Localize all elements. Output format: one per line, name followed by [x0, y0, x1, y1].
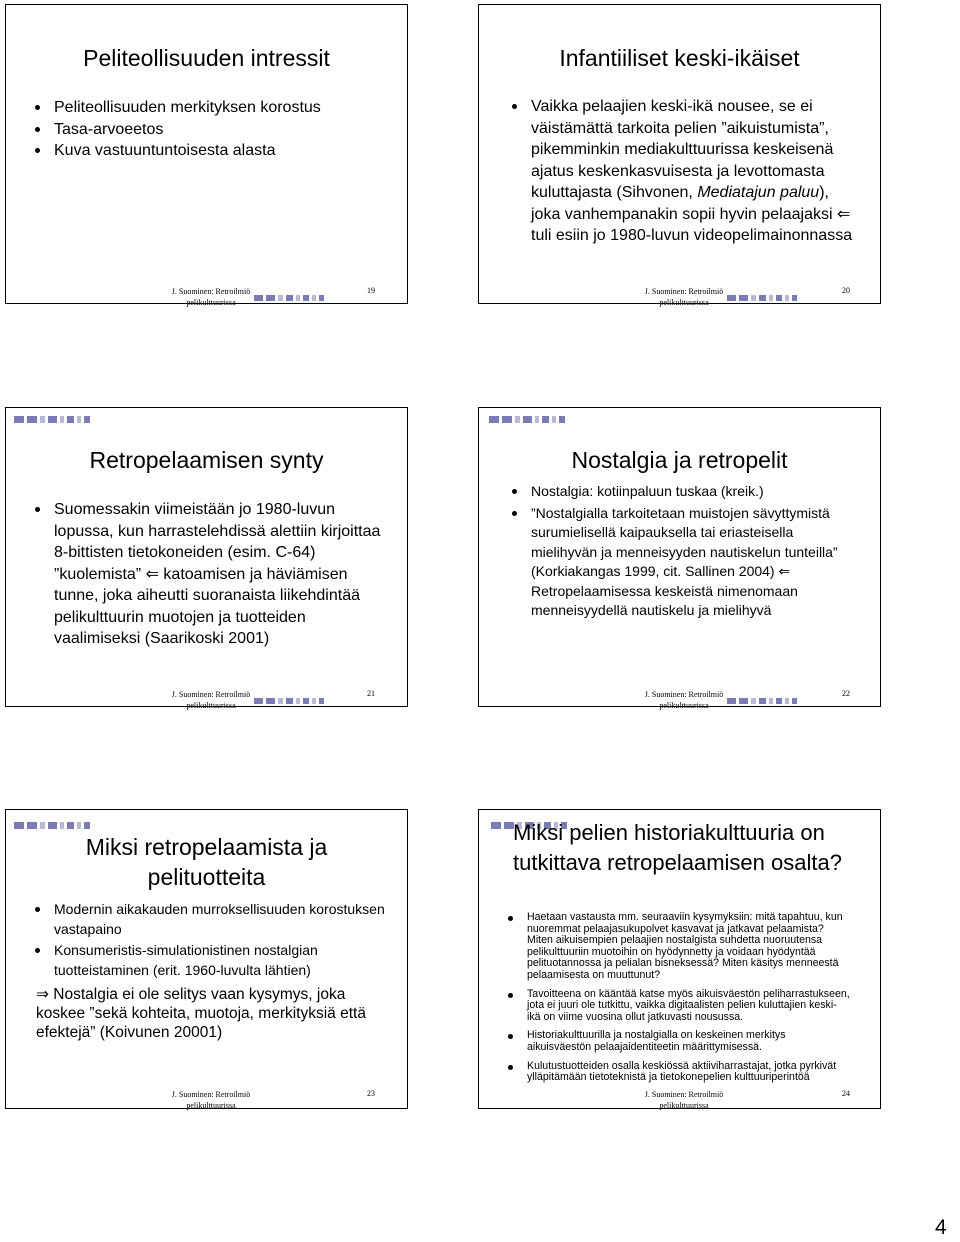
footer-author: [609, 1089, 759, 1111]
slide-number: 19: [367, 286, 375, 295]
slide-number: 20: [842, 286, 850, 295]
bullet-item: Peliteollisuuden merkityksen korostus: [32, 97, 392, 119]
bullet-list: [32, 499, 387, 650]
bullet-item: Tavoitteena on kääntää katse myös aikuisväestön peliharrastukseen, jota ei juuri ole tutkittu, vaikka digitaalisten pelien kuluttajien keski-ikä on viime vuosina ollut jatkuvasti nousussa.: [505, 989, 850, 1024]
slide-23: [5, 809, 408, 1109]
bullet-text-italic: Mediatajun paluu: [697, 184, 820, 201]
slide-title: [6, 832, 407, 892]
header-decoration: [489, 416, 568, 423]
bullet-item: Tasa-arvoeetos: [32, 119, 392, 141]
bullet-list: [505, 912, 850, 1091]
slide-number: 21: [367, 689, 375, 698]
bullet-item: Modernin aikakauden murroksellisuuden korostuksen vastapaino: [32, 900, 387, 939]
footer-decoration: [727, 295, 800, 301]
footer-author-line: pelikulttuurissa: [659, 298, 709, 307]
footer-author-line: pelikulttuurissa: [186, 298, 236, 307]
slide-title: Miksi pelien historiakulttuuria on tutkittava retropelaamisen osalta?: [513, 820, 842, 875]
footer-author: [136, 1089, 286, 1111]
footer-author-line: pelikulttuurissa: [659, 701, 709, 710]
footer-author-line: J. Suominen: Retroilmiö: [171, 690, 251, 699]
footer-author-line: J. Suominen: Retroilmiö: [171, 1090, 251, 1099]
bullet-list: [32, 900, 387, 982]
bullet-text: ), joka vanhempanakin sopii hyvin pelaajaksi ⇐ tuli esiin jo 1980-luvun videopelimainonnassa: [531, 184, 853, 244]
footer-decoration: [727, 698, 800, 704]
slide-title: Infantiiliset keski-ikäiset: [559, 45, 800, 71]
page-number: 4: [935, 1216, 947, 1239]
bullet-item: Nostalgia: kotiinpaluun tuskaa (kreik.): [509, 482, 854, 502]
footer-author-line: J. Suominen: Retroilmiö: [644, 287, 724, 296]
bullet-item: Kuva vastuuntuntoisesta alasta: [32, 140, 392, 162]
bullet-item: Haetaan vastausta mm. seuraaviin kysymyksiin: mitä tapahtuu, kun nuoremmat pelaajasukupolvet kasvavat ja jatkavat pelaamista? Miten aikuisempien pelaajien nostalgista suhdetta nuoruutensa pelikulttuuriin muotoihin on hyödynnetty ja voidaan hyödyntää pelituotannossa ja pelialan bisneksessä? Miten käsitys menneestä pelaamisesta on muuttunut?: [505, 912, 850, 982]
arrow-conclusion: ⇒ Nostalgia ei ole selitys vaan kysymys, joka koskee ”sekä kohteita, muotoja, merkityksiä että efektejä” (Koivunen 20001): [36, 986, 366, 1041]
slide-title-line: pelituotteita: [147, 864, 266, 890]
bullet-item: ”Nostalgialla tarkoitetaan muistojen sävyttymistä surumielisellä kaipauksella tai eriasteisella mielihyvän ja menneisyyden nautiskelun tunteilla” (Korkiakangas 1999, cit. Sallinen 2004) ⇐ Retropelaamisessa keskeistä nimenomaan menneisyydellä nautiskelu ja mielihyvä: [509, 504, 854, 621]
slide-title: Retropelaamisen synty: [89, 447, 324, 473]
slide-24: [478, 809, 881, 1109]
bullet-list: [509, 96, 854, 247]
bullet-list: [32, 97, 392, 162]
footer-author-line: J. Suominen: Retroilmiö: [171, 287, 251, 296]
bullet-item: Kulutustuotteiden osalla keskiössä aktiiviharrastajat, jotka pyrkivät ylläpitämään tietoteknistä ja tietokonepelien kulttuuriperintöä: [505, 1061, 850, 1084]
header-decoration: [14, 822, 93, 829]
footer-author-line: J. Suominen: Retroilmiö: [644, 1090, 724, 1099]
slide-19: [5, 4, 408, 307]
slide-21: [5, 407, 408, 710]
bullet-list: [509, 482, 854, 623]
slide-22: [478, 407, 881, 710]
footer-decoration: [254, 698, 327, 704]
footer-decoration: [254, 295, 327, 301]
slide-number: 24: [842, 1089, 850, 1098]
bullet-text: Vaikka pelaajien keski-ikä nousee, se ei väistämättä tarkoita pelien ”aikuistumista”, pikemminkin mediakulttuurissa keskeisenä ajatus keskenkasvuisesta ja levottomasta kuluttajasta (Sihvonen,: [531, 98, 834, 201]
bullet-item: [509, 96, 854, 247]
slide-number: 23: [367, 1089, 375, 1098]
bullet-item: Suomessakin viimeistään jo 1980-luvun lopussa, kun harrastelehdissä alettiin kirjoittaa 8-bittisten tietokoneiden (esim. C-64) ”kuolemista” ⇐ katoamisen ja häviämisen tunne, joka aiheutti suoranaista liikehdintää pelikulttuurin muotojen ja tuotteiden vaalimiseksi (Saarikoski 2001): [32, 499, 387, 650]
header-decoration: [14, 416, 93, 423]
bullet-item: Historiakulttuurilla ja nostalgialla on keskeinen merkitys aikuisväestön pelaajaidentiteetin määrittymisessä.: [505, 1030, 850, 1053]
slide-number: 22: [842, 689, 850, 698]
slide-title-line: Miksi retropelaamista ja: [85, 834, 328, 860]
slide-title: Peliteollisuuden intressit: [83, 45, 330, 71]
bullet-item: Konsumeristis-simulationistinen nostalgian tuotteistaminen (erit. 1960-luvulta lähtien): [32, 941, 387, 980]
footer-author-line: pelikulttuurissa: [659, 1101, 709, 1110]
slide-20: [478, 4, 881, 307]
footer-author-line: pelikulttuurissa: [186, 701, 236, 710]
slide-title: Nostalgia ja retropelit: [571, 447, 788, 473]
footer-author-line: J. Suominen: Retroilmiö: [644, 690, 724, 699]
footer-author-line: pelikulttuurissa: [186, 1101, 236, 1110]
